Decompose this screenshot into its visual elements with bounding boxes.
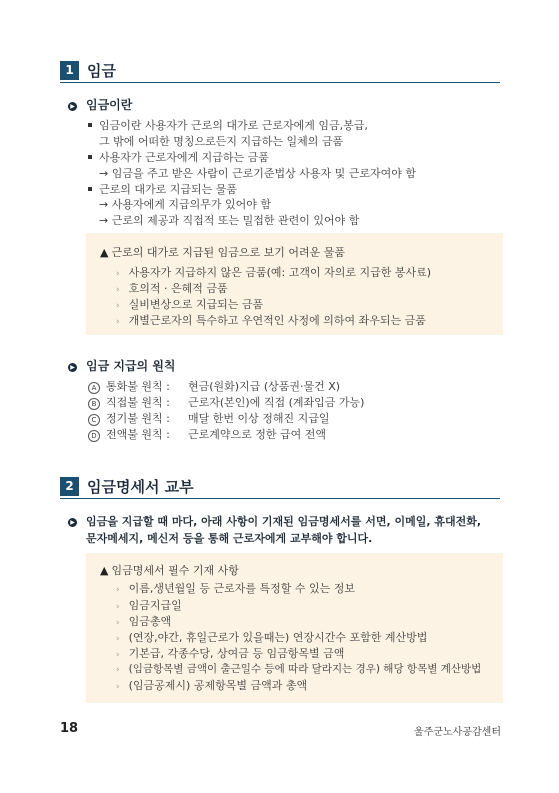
square-bullet-icon <box>88 187 92 191</box>
circled-letter-icon: A <box>88 382 100 394</box>
square-bullet-icon <box>88 155 92 159</box>
principle-item: D 전액불 원칙 : 근로계약으로 정한 급여 전액 <box>88 426 326 442</box>
principle-item: A 통화불 원칙 : 현금(원화)지급 (상품권·물건 X) <box>88 378 340 394</box>
note-item: › 이름,생년월일 등 근로자를 특정할 수 있는 정보 <box>116 582 355 595</box>
caret-icon: › <box>116 650 120 660</box>
payment-principles-heading: ▶ 임금 지급의 원칙 <box>68 357 176 374</box>
note-item: › 개별근로자의 특수하고 우연적인 사정에 의하여 좌우되는 금품 <box>116 314 426 327</box>
page-number: 18 <box>60 721 79 736</box>
section-2-rule <box>60 498 500 499</box>
list-item: 임금이란 사용자가 근로의 대가로 근로자에게 임금,봉급, <box>88 117 368 133</box>
caret-icon: › <box>116 665 120 675</box>
caret-icon: › <box>116 285 120 295</box>
list-sub-item: → 임금을 주고 받은 사람이 근로기준법상 사용자 및 근로자여야 함 <box>99 167 416 180</box>
principle-item: C 정기불 원칙 : 매달 한번 이상 정해진 지급일 <box>88 410 330 426</box>
caret-icon: › <box>116 585 120 595</box>
caret-icon: › <box>116 634 120 644</box>
list-sub-item: → 사용자에게 지급의무가 있어야 함 <box>99 198 271 211</box>
warning-icon: ▲ <box>100 246 109 259</box>
note-title: ▲ 임금명세서 필수 기재 사항 <box>100 564 239 577</box>
list-sub-item: → 근로의 제공과 직접적 또는 밀접한 관련이 있어야 함 <box>99 214 360 227</box>
note-item: › (연장,야간, 휴일근로가 있을때는) 연장시간수 포함한 계산방법 <box>116 631 428 644</box>
section-2-header <box>60 477 500 499</box>
arrow-bullet-icon: ▶ <box>68 518 77 527</box>
caret-icon: › <box>116 602 120 612</box>
wage-definition-heading: ▶ 임금이란 <box>68 96 132 113</box>
note-item: › 사용자가 지급하지 않은 금품(예: 고객이 자의로 지급한 봉사료) <box>116 266 432 279</box>
section-2-number: 2 <box>60 477 79 496</box>
principle-item: B 직접불 원칙 : 근로자(본인)에 직접 (계좌입금 가능) <box>88 394 364 410</box>
section-2-title: 임금명세서 교부 <box>87 478 194 496</box>
note-title: ▲ 근로의 대가로 지급된 임금으로 보기 어려운 물품 <box>100 246 345 259</box>
note-item: › 임금지급일 <box>116 599 182 612</box>
note-item: › 기본급, 각종수당, 상여금 등 임금항목별 금액 <box>116 647 345 660</box>
caret-icon: › <box>116 618 120 628</box>
note-item: › (임금항목별 금액이 출근일수 등에 따라 달라지는 경우) 해당 항목별 계산방법 <box>116 663 482 675</box>
caret-icon: › <box>116 301 120 311</box>
circled-letter-icon: D <box>88 430 100 442</box>
footer-organization: 울주군노사공감센터 <box>414 727 501 738</box>
section-1-header <box>60 61 500 83</box>
square-bullet-icon <box>88 123 92 127</box>
arrow-bullet-icon: ▶ <box>68 363 77 372</box>
caret-icon: › <box>116 269 120 279</box>
section-1-number: 1 <box>60 61 79 80</box>
warning-icon: ▲ <box>100 564 109 577</box>
section-1-rule <box>60 82 500 83</box>
list-item: 근로의 대가로 지급되는 물품 <box>88 181 237 197</box>
arrow-bullet-icon: ▶ <box>68 102 77 111</box>
caret-icon: › <box>116 682 120 692</box>
circled-letter-icon: C <box>88 414 100 426</box>
note-item: › 호의적 · 은혜적 금품 <box>116 282 228 295</box>
wage-statement-lead-continuation: 문자메세지, 메신저 등을 통해 근로자에게 교부해야 합니다. <box>86 532 373 545</box>
list-item-continuation: 그 밖에 어떠한 명칭으로든지 지급하는 일체의 금품 <box>99 135 344 148</box>
list-item: 사용자가 근로자에게 지급하는 금품 <box>88 149 269 165</box>
caret-icon: › <box>116 317 120 327</box>
circled-letter-icon: B <box>88 398 100 410</box>
note-item: › 임금총액 <box>116 615 172 628</box>
wage-statement-lead: ▶ 임금을 지급할 때 마다, 아래 사항이 기재된 임금명세서를 서면, 이메일, 휴대전화, <box>68 513 481 529</box>
section-1-title: 임금 <box>87 62 116 80</box>
note-item: › (임금공제시) 공제항목별 금액과 총액 <box>116 679 308 692</box>
note-item: › 실비변상으로 지급되는 금품 <box>116 298 264 311</box>
